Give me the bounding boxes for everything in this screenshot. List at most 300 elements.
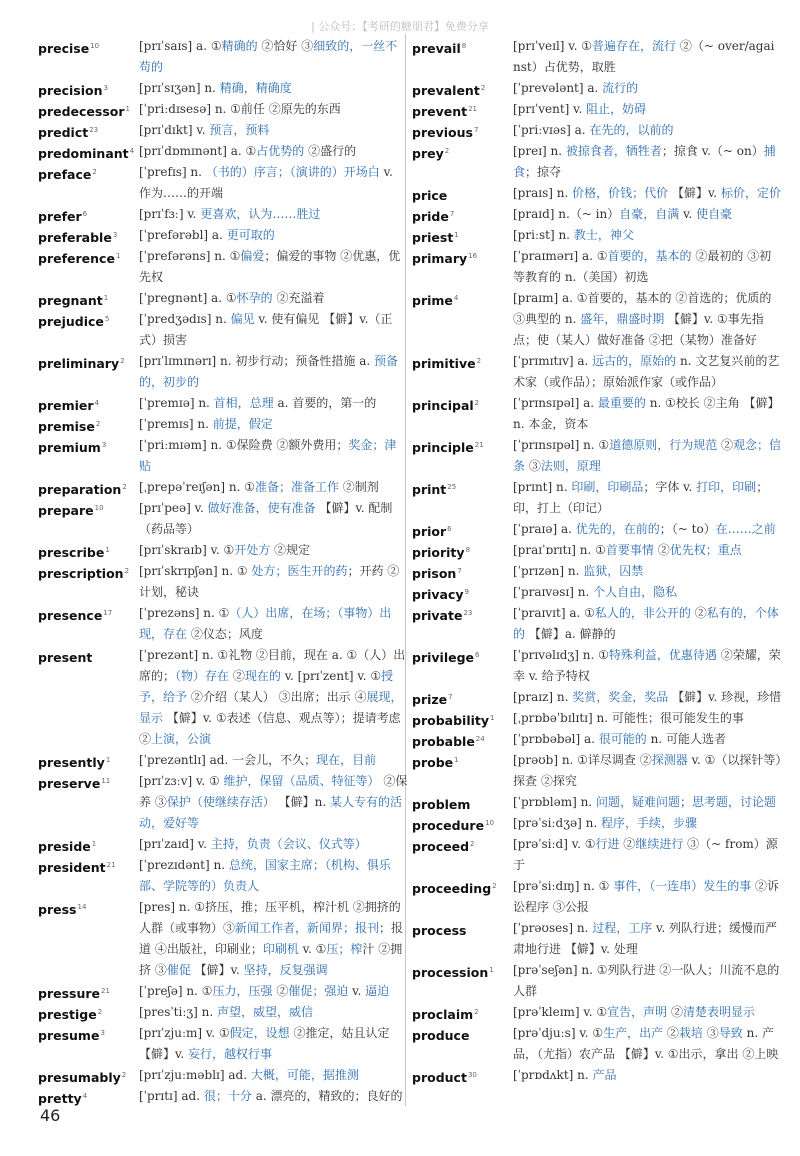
dictionary-entry (412, 393, 782, 435)
headword (38, 414, 136, 437)
headword-text: prior (412, 524, 447, 540)
highlighted-meaning: 问题，疑难问题 (595, 795, 680, 809)
definition-text: [ˈprefərəns] n. ① (139, 249, 241, 263)
frequency-count: 2 (476, 357, 482, 365)
highlighted-meaning: 栽培 (678, 1026, 703, 1040)
definition-text: [ˌprepəˈreɪʃən] n. ① (139, 480, 255, 494)
headword (412, 288, 510, 311)
definition (513, 708, 782, 729)
definition-text: [prɪˈzɜːv] v. ① (139, 774, 224, 788)
definition (513, 519, 782, 540)
definition-text: [ˈprezənt] n. ①礼物 ②目前，现在 a. ①（人）出席的； (139, 648, 406, 683)
definition-text: [ˈprevələnt] a. (513, 81, 603, 95)
dictionary-entry (412, 477, 782, 519)
headword (412, 246, 510, 269)
dictionary-entry (412, 519, 782, 540)
headword (38, 78, 136, 101)
definition-text: [prəʊb] n. ①详尽调查 ② (513, 753, 652, 767)
dictionary-entry (412, 918, 782, 960)
definition-text: ；掠夺 (525, 165, 562, 179)
definition-text: [ˈprezəntlɪ] ad. 一会儿，不久； (139, 753, 317, 767)
definition (513, 813, 782, 834)
definition-text: 【僻】v. 珍视，珍惜 (668, 690, 782, 704)
definition-text: ；偏爱的事物 ②优惠，优先权 (139, 249, 401, 284)
dictionary-entry (412, 1023, 782, 1065)
highlighted-meaning: 打印，印刷 (696, 480, 757, 494)
right-column (412, 36, 782, 1086)
headword-text: premium (38, 440, 101, 456)
definition-text: ②制剂 (338, 480, 379, 494)
frequency-count: 1 (115, 252, 121, 260)
definition (139, 99, 408, 120)
headword (38, 351, 136, 374)
definition (139, 1002, 408, 1023)
dictionary-entry (38, 204, 408, 225)
definition-text: [ˈprɪzən] n. (513, 564, 584, 578)
highlighted-meaning: 怀孕的 (236, 291, 273, 305)
definition-text: [pres] n. ①挤压，推；压平机，榨汁机 ②拥挤的人群（或事物）③ (139, 900, 401, 935)
dictionary-entry (412, 645, 782, 687)
headword (38, 246, 136, 269)
highlighted-meaning: 精确的 (221, 39, 258, 53)
frequency-count: 2 (120, 357, 125, 365)
dictionary-entry (38, 477, 408, 498)
frequency-count: 25 (447, 483, 457, 491)
definition-text: [ˈprefɪs] n. (139, 165, 206, 179)
headword-text: preside (38, 839, 91, 855)
highlighted-meaning: 很可能的 (598, 732, 647, 746)
definition-text: [ˈprəʊses] n. (513, 921, 593, 935)
highlighted-meaning: 上演，公演 (151, 732, 212, 746)
definition (513, 561, 782, 582)
definition-text: ②（~ over/against）占优势，取胜 (513, 39, 775, 74)
definition (139, 1023, 408, 1065)
headword (412, 204, 510, 227)
headword-text: prevent (412, 104, 468, 120)
highlighted-meaning: 首相，总理 (213, 396, 274, 410)
definition (513, 225, 782, 246)
definition-text: [prəˈsiːdʒə] n. (513, 816, 601, 830)
frequency-count: 4 (453, 294, 459, 302)
page-number: 46 (40, 1106, 61, 1125)
definition-text: [ˈprezəns] n. ① (139, 606, 230, 620)
frequency-count: 2 (122, 483, 127, 491)
headword-text: primitive (412, 356, 476, 372)
definition-text: [prɪnt] n. (513, 480, 572, 494)
frequency-count: 7 (457, 567, 462, 575)
frequency-count: 5 (104, 315, 110, 323)
definition-text: ②最初的 ③初等教育的 n.（美国）初选 (513, 249, 772, 284)
highlighted-meaning: 预备的，初步的 (139, 354, 399, 389)
definition-text: 【僻】v. ①事先指点；使（某人）做好准备 ②把（某物）准备好 (513, 312, 764, 347)
frequency-count: 1 (454, 231, 459, 239)
definition-text: v. 列队行进；缓慢而严肃地行进 【僻】v. 处理 (513, 921, 778, 956)
headword-text: privacy (412, 587, 464, 603)
headword-text: present (38, 650, 93, 666)
dictionary-entry (38, 78, 408, 99)
headword-text: proceed (412, 839, 470, 855)
highlighted-meaning: 产品 (592, 1068, 617, 1082)
definition (139, 288, 408, 309)
definition-text: ② (717, 438, 734, 452)
definition-text: [ˈpraɪvəsɪ] n. (513, 585, 594, 599)
definition (513, 792, 782, 813)
highlighted-meaning: （物）存在 (175, 669, 230, 683)
frequency-count: 21 (106, 861, 116, 869)
highlighted-meaning: 奖金；津贴 (139, 438, 397, 473)
headword (412, 750, 510, 773)
highlighted-meaning: 在先的，以前的 (589, 123, 674, 137)
definition (513, 750, 782, 792)
definition (139, 897, 408, 981)
headword (412, 540, 510, 563)
highlighted-meaning: 标价，定价 (720, 186, 781, 200)
dictionary-entry (38, 855, 408, 897)
dictionary-entry (412, 834, 782, 876)
dictionary-entry (412, 687, 782, 708)
headword (38, 498, 136, 521)
headword-text: prevalent (412, 83, 480, 99)
definition-text: n. 产品，（尤指）农产品 【僻】v. ①出示，拿出 ②上映 (513, 1026, 779, 1061)
highlighted-meaning: 保护（使继续存活） (166, 795, 275, 809)
definition (513, 918, 782, 960)
headword-text: problem (412, 797, 471, 813)
definition-text: ②充溢着 (272, 291, 325, 305)
highlighted-meaning: 清楚表明显示 (683, 1005, 756, 1019)
definition (513, 246, 782, 288)
dictionary-entry (38, 36, 408, 78)
headword-text: preferable (38, 230, 112, 246)
definition (139, 1086, 408, 1107)
dictionary-entry (412, 561, 782, 582)
headword-text: preparation (38, 482, 122, 498)
frequency-count: 7 (473, 126, 479, 134)
dictionary-entry (38, 120, 408, 141)
highlighted-meaning: 开处方 (234, 543, 271, 557)
definition-text: ；印，打上（印记） (513, 480, 769, 515)
headword-text: president (38, 860, 106, 876)
highlighted-meaning: （人）出席，在场；（事物）出现，存在 (139, 606, 392, 641)
frequency-count: 2 (474, 399, 480, 407)
definition (513, 834, 782, 876)
dictionary-entry (38, 99, 408, 120)
definition-text: 【僻】n. (274, 795, 331, 809)
definition-text: [prəˈdjuːs] v. ① (513, 1026, 604, 1040)
definition-text: [prɪˈlɪmɪnərɪ] n. 初步行动；预备性措施 a. (139, 354, 374, 368)
frequency-count: 6 (475, 651, 480, 659)
dictionary-entry (412, 582, 782, 603)
definition-text: [presˈtiːʒ] n. (139, 1005, 217, 1019)
highlighted-meaning: 授予，给予 (139, 669, 394, 704)
headword (38, 120, 136, 143)
definition-text: [praɪz] n. (513, 690, 573, 704)
definition-text: ② (653, 543, 670, 557)
definition (139, 855, 408, 897)
headword-text: produce (412, 1028, 470, 1044)
dictionary-entry (38, 1023, 408, 1065)
highlighted-meaning: 展现，显示 (139, 690, 403, 725)
definition (513, 645, 782, 687)
definition-text: [prəˈseʃən] n. ①列队行进 ②一队人；川流不息的人群 (513, 963, 780, 998)
headword (38, 99, 136, 122)
definition-text: ② (663, 1026, 679, 1040)
dictionary-entry (38, 435, 408, 477)
watermark: | 公众号：【考研的糖朋君】免费分享 (311, 20, 489, 33)
headword-text: pressure (38, 986, 101, 1002)
headword-text: procedure (412, 818, 485, 834)
headword (412, 708, 510, 731)
definition-text: [prəˈsiːdɪŋ] n. ① (513, 879, 614, 893)
frequency-count: 3 (100, 1029, 105, 1037)
dictionary-entry (38, 1002, 408, 1023)
highlighted-meaning: 很；十分 (203, 1089, 252, 1103)
headword-text: prepare (38, 503, 94, 519)
highlighted-meaning: 总统，国家主席；（机构、俱乐部、学院等的）负责人 (139, 858, 391, 893)
definition-text: ② (229, 669, 245, 683)
headword (38, 750, 136, 773)
headword-text: predict (38, 125, 89, 141)
frequency-count: 11 (101, 777, 111, 785)
dictionary-entry (38, 288, 408, 309)
definition-text: 【僻】v. (668, 186, 721, 200)
definition-text: [ˈpreʃə] n. ① (139, 984, 213, 998)
highlighted-meaning: 大概，可能，据推测 (250, 1068, 359, 1082)
headword-text: pretty (38, 1091, 82, 1107)
headword-text: principal (412, 398, 474, 414)
highlighted-meaning: 程序，手续，步骤 (600, 816, 697, 830)
highlighted-meaning: 精确，精确度 (219, 81, 292, 95)
definition (513, 603, 782, 645)
highlighted-meaning: 细致的，一丝不苟的 (139, 39, 398, 74)
highlighted-meaning: 远古的，原始的 (592, 354, 677, 368)
highlighted-meaning: 声望，威望，威信 (217, 1005, 314, 1019)
definition (139, 225, 408, 246)
highlighted-meaning: 主持，负责（会议、仪式等） (210, 837, 367, 851)
dictionary-entry (412, 225, 782, 246)
highlighted-meaning: 优先权；重点 (669, 543, 742, 557)
headword (412, 960, 510, 983)
frequency-count: 1 (125, 105, 131, 113)
definition (513, 36, 782, 78)
definition-text: ③ (702, 1026, 719, 1040)
headword-text: precision (38, 83, 103, 99)
definition-text: [ˈpriːvɪəs] a. (513, 123, 590, 137)
definition (139, 834, 408, 855)
headword (412, 78, 510, 101)
highlighted-meaning: 假定，设想 (229, 1026, 290, 1040)
highlighted-meaning: 监狱，囚禁 (583, 564, 644, 578)
frequency-count: 7 (449, 210, 455, 218)
definition (513, 729, 782, 750)
definition (139, 771, 408, 834)
definition (139, 141, 408, 162)
headword (38, 645, 136, 668)
headword-text: predominant (38, 146, 129, 162)
definition-text: 汁 ②拥挤 ③ (139, 942, 403, 977)
definition-text: [ˈprɪnsɪpəl] a. (513, 396, 598, 410)
frequency-count: 14 (77, 903, 87, 911)
dictionary-entry (38, 414, 408, 435)
headword (38, 162, 136, 185)
definition (139, 36, 408, 78)
headword-text: precise (38, 41, 90, 57)
highlighted-meaning: 盛年，鼎盛时期 (580, 312, 665, 326)
dictionary-entry (38, 393, 408, 414)
definition (513, 540, 782, 561)
headword-text: principle (412, 440, 474, 456)
highlighted-meaning: 准备；准备工作 (254, 480, 339, 494)
definition (139, 120, 408, 141)
dictionary-entry (38, 498, 408, 540)
highlighted-meaning: 导致 (718, 1026, 743, 1040)
frequency-count: 1 (105, 756, 111, 764)
dictionary-entry (412, 120, 782, 141)
headword-text: prevail (412, 41, 461, 57)
dictionary-entry (412, 876, 782, 918)
headword-text: prime (412, 293, 453, 309)
definition-text: [ˈpraɪmərɪ] a. ① (513, 249, 608, 263)
headword-text: proceeding (412, 881, 492, 897)
definition-text: 【僻】v. (190, 963, 244, 977)
definition (513, 876, 782, 918)
headword (38, 204, 136, 227)
highlighted-meaning: 更喜欢，认为……胜过 (200, 207, 321, 221)
headword-text: priority (412, 545, 465, 561)
definition (513, 351, 782, 393)
headword-text: press (38, 902, 77, 918)
headword-text: previous (412, 125, 473, 141)
definition (139, 204, 408, 225)
dictionary-entry (412, 603, 782, 645)
headword (38, 603, 136, 626)
definition-text: ② (619, 837, 636, 851)
definition (513, 687, 782, 708)
headword-text: presumably (38, 1070, 121, 1086)
definition-text: [ˈprɪnsɪpəl] n. ① (513, 438, 610, 452)
frequency-count: 1 (105, 546, 110, 554)
definition (139, 645, 408, 750)
definition-text: [ˈprɪvəlɪdʒ] n. ① (513, 648, 609, 662)
definition-text: [ˈpredʒədɪs] n. (139, 312, 231, 326)
definition-text: v. (348, 984, 366, 998)
definition-text: 【僻】a. 僻静的 (525, 627, 616, 641)
headword (38, 981, 136, 1004)
dictionary-entry (412, 288, 782, 351)
definition-text: a. ① (196, 39, 222, 53)
frequency-count: 3 (101, 441, 107, 449)
headword-text: preserve (38, 776, 101, 792)
definition-text: ；报道 ④出版社，印刷业； (139, 921, 404, 956)
definition (139, 603, 408, 645)
definition-text: [prɪˈfɜː] v. (139, 207, 201, 221)
highlighted-meaning: 印刷，印刷品 (571, 480, 644, 494)
definition-text: [prɪˈzjuːməblɪ] ad. (139, 1068, 251, 1082)
headword (38, 834, 136, 857)
headword-text: prefer (38, 209, 82, 225)
dictionary-entry (412, 78, 782, 99)
headword (38, 1002, 136, 1025)
headword (412, 1002, 510, 1025)
definition-text: v. ①（以探针等）探查 ②探究 (513, 753, 782, 788)
highlighted-meaning: 被掠食者，牺牲者 (565, 144, 662, 158)
definition-text: [prɪˈdɒmɪnənt] a. ① (139, 144, 257, 158)
definition-text: ③ (525, 459, 541, 473)
headword-text: probability (412, 713, 490, 729)
headword (38, 393, 136, 416)
dictionary-entry (412, 351, 782, 393)
frequency-count: 8 (465, 546, 471, 554)
definition-text: a. 首要的，第一的 (273, 396, 377, 410)
definition-text: ；字体 v. (643, 480, 697, 494)
highlighted-meaning: 宣告，声明 (607, 1005, 668, 1019)
frequency-count: 8 (461, 42, 467, 50)
highlighted-meaning: 压力，压强 (212, 984, 273, 998)
definition (139, 351, 408, 393)
definition (139, 393, 408, 414)
headword (412, 918, 510, 941)
definition (513, 99, 782, 120)
definition-text: [prɪˈpeə] v. (139, 501, 208, 515)
headword (38, 288, 136, 311)
highlighted-meaning: 思考题，讨论题 (691, 795, 776, 809)
definition (513, 435, 782, 477)
frequency-count: 1 (103, 294, 109, 302)
headword (38, 225, 136, 248)
headword (38, 897, 136, 920)
headword (412, 834, 510, 857)
highlighted-meaning: 做好准备，使有准备 (207, 501, 316, 515)
headword (412, 225, 510, 248)
definition-text: [ˈpremɪə] n. (139, 396, 214, 410)
headword (38, 855, 136, 878)
frequency-count: 4 (129, 147, 135, 155)
headword (38, 141, 136, 164)
dictionary-entry (412, 750, 782, 792)
definition (513, 78, 782, 99)
dictionary-entry (38, 540, 408, 561)
highlighted-meaning: 阻止，妨碍 (586, 102, 647, 116)
frequency-count: 2 (92, 168, 97, 176)
dictionary-entry (38, 645, 408, 750)
dictionary-entry (412, 183, 782, 204)
highlighted-meaning: 偏见 (230, 312, 255, 326)
headword-text: preference (38, 251, 115, 267)
highlighted-meaning: 道德原则，行为规范 (609, 438, 718, 452)
frequency-count: 2 (470, 840, 475, 848)
definition-text: ②恰好 ③ (257, 39, 314, 53)
highlighted-meaning: 处方；医生开的药 (251, 564, 348, 578)
highlighted-meaning: 某人专有的活动，爱好等 (139, 795, 403, 830)
definition (139, 561, 408, 603)
headword (412, 1023, 510, 1046)
definition-text: [prəˈkleɪm] v. ① (513, 1005, 608, 1019)
headword-text: preliminary (38, 356, 120, 372)
headword (412, 120, 510, 143)
frequency-count: 1 (490, 714, 495, 722)
headword (38, 477, 136, 500)
definition-text: ②推定，姑且认定 【僻】v. (139, 1026, 390, 1061)
headword-text: prescription (38, 566, 124, 582)
headword (38, 771, 136, 794)
headword-text: presume (38, 1028, 100, 1044)
frequency-count: 7 (448, 693, 453, 701)
definition-text: [prɪˈsaɪs] (139, 39, 197, 53)
definition (139, 414, 408, 435)
definition-text: [ˈprɪmɪtɪv] a. (513, 354, 593, 368)
highlighted-meaning: 捕食 (513, 144, 776, 179)
highlighted-meaning: 预言，预料 (209, 123, 270, 137)
headword (412, 729, 510, 752)
